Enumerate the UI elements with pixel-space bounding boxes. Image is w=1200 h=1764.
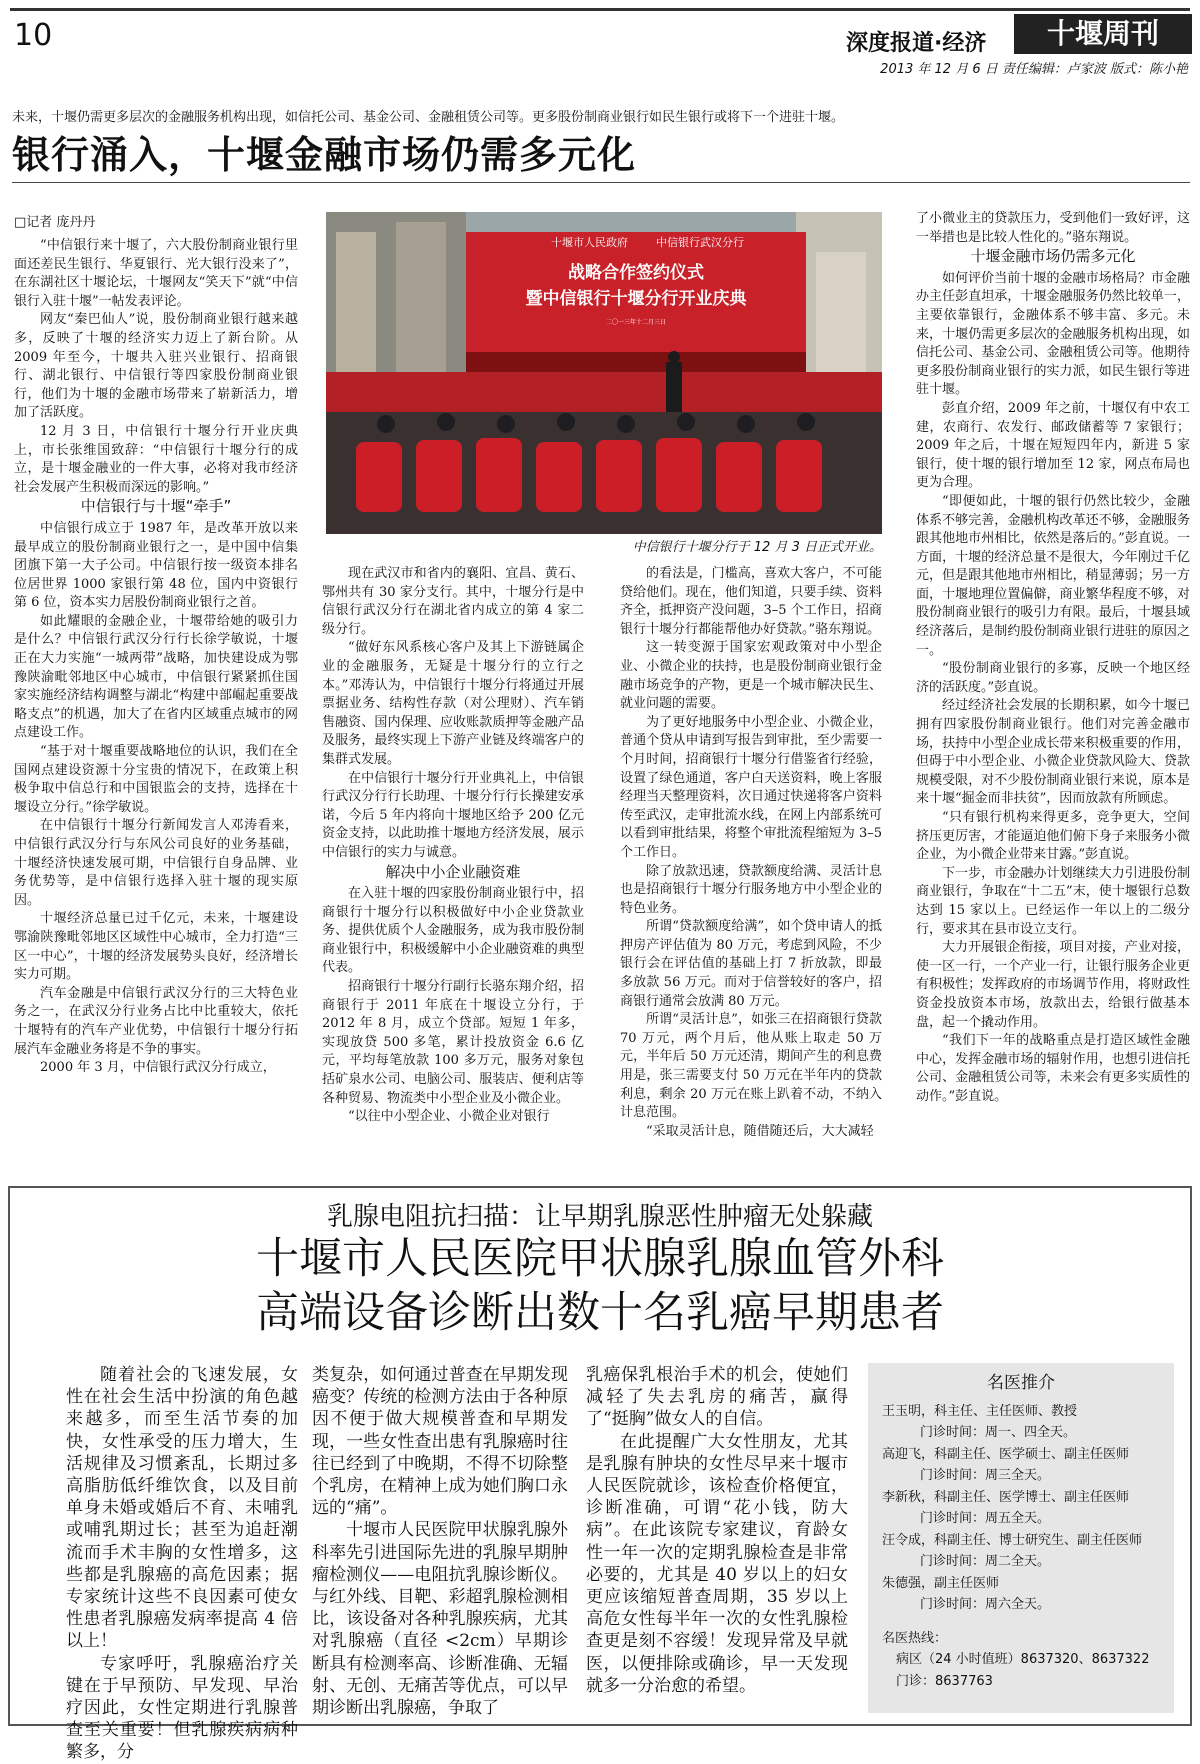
paragraph: 大力开展银企衔接，项目对接，产业对接，使一区一行，一个产业一行，让银行服务企业更有积极性；发挥政府的市场调节作用，将财政性资金投放资本市场，放款出去，给银行做基本盘，起一个撬动作用。 — [916, 940, 1190, 1030]
paragraph: 招商银行十堰分行副行长骆东翔介绍，招商银行于 2011 年底在十堰设立分行，于 2012 年 8 月，成立个贷部。短短 1 年多，实现放贷 500 多笔，累计投放资金 6.6 亿元，平均每笔放款 100 多万元，服务对象包括矿泉水公司、电脑公司、服装店、便利店等各种贸易、物流类中小型企业及小微企业。 — [322, 979, 584, 1106]
paragraph: “采取灵活计息，随借随还后，大大减轻 — [646, 1123, 874, 1139]
paragraph: 了小微业主的贷款压力，受到他们一致好评，这一举措也是比较人性化的。”骆东翔说。 — [916, 211, 1190, 245]
paragraph: 12 月 3 日，中信银行十堰分行开业庆典上，市长张维国致辞：“中信银行十堰分行的成立，是十堰金融业的一件大事，必将对我市经济社会发展产生积极而深远的影响。” — [14, 423, 298, 495]
paragraph: 如何评价当前十堰的金融市场格局？市金融办主任彭直坦承，十堰金融服务仍然比较单一，主要依靠银行，金融体系不够丰富、多元。未来，十堰仍需更多层次的金融服务机构出现，如信托公司、基金公司、金融租赁公司等。他期待更多股份制商业银行的实力派，如民生银行等进驻十堰。 — [916, 270, 1190, 398]
paragraph: 网友“秦巴仙人”说，股份制商业银行越来越多，反映了十堰的经济实力迈上了新台阶。从 2009 年至今，十堰共入驻兴业银行、招商银行、湖北银行、中信银行等四家股份制商业银行，他们为十堰的金融市场带来了崭新活力，增加了活跃度。 — [14, 312, 298, 421]
paragraph: “中信银行来十堰了，六大股份制商业银行里面还差民生银行、华夏银行、光大银行没来了”，在东湖社区十堰论坛，十堰网友“笑天下”就“中信银行入驻十堰”一帖发表评论。 — [14, 238, 298, 309]
paragraph: “以往中小型企业、小微企业对银行 — [348, 1109, 550, 1125]
paragraph: 十堰市人民医院甲状腺乳腺外科率先引进国际先进的乳腺早期肿瘤检测仪——电阻抗乳腺诊断仪。与红外线、目靶、彩超乳腺检测相比，该设备对各种乳腺疾病，尤其对乳腺癌（直径 <2cm）早期诊断具有检测率高、诊断准确、无辐射、无创、无痛苦等优点，可以早期诊断出乳腺癌，争取了 — [312, 1520, 568, 1719]
paragraph: 2000 年 3 月，中信银行武汉分行成立， — [40, 1060, 276, 1076]
paragraph: 的看法是，门槛高，喜欢大客户，不可能贷给他们。现在，他们知道，只要手续、资料齐全，抵押资产没问题，3–5 个工作日，招商银行十堰分行都能帮他办好贷款。”骆东翔说。 — [620, 566, 882, 637]
banner-left-text: 十堰市人民政府 — [551, 236, 628, 249]
ad-column-1 — [66, 1364, 298, 1764]
page-number: 10 — [14, 18, 53, 53]
paragraph: 所谓“灵活计息”，如张三在招商银行贷款 70 万元，两个月后，他从账上取走 50 万元，半年后 50 万元还清，期间产生的利息费用是，张三需要支付 50 万元在半年内的贷款利息，剩余 20 万元在账上趴着不动，不纳入计息范围。 — [620, 1012, 882, 1121]
top-rule — [10, 8, 1190, 11]
doctor-entry — [882, 1487, 1160, 1530]
paragraph: 现在武汉市和省内的襄阳、宜昌、黄石、鄂州共有 30 家分支行。其中，十堰分行是中信银行武汉分行在湖北省内成立的第 4 家二级分行。 — [322, 566, 584, 637]
paragraph: 在中信银行十堰分行开业典礼上，中信银行武汉分行行长助理、十堰分行行长操建安承诺，今后 5 年内将向十堰地区给予 200 亿元资金支持，以此助推十堰地方经济发展，展示中信银行的实力与诚意。 — [322, 770, 584, 860]
article-kicker: 未来，十堰仍需更多层次的金融服务机构出现，如信托公司、基金公司、金融租赁公司等。更多股份制商业银行如民生银行或将下一个进驻十堰。 — [12, 110, 845, 125]
paragraph: 所谓“贷款额度给满”，如个贷申请人的抵押房产评估值为 80 万元，考虑到风险，不少银行会在评估值的基础上打 7 折放款，即最多放款 56 万元。而对于信誉较好的客户，招商银行通常会放满 80 万元。 — [620, 919, 882, 1009]
paragraph: 专家呼吁，乳腺癌治疗关键在于早预防、早发现、早治疗因此，女性定期进行乳腺普查至关重要！但乳腺疾病病种繁多，分 — [66, 1653, 298, 1763]
paragraph: 中信银行成立于 1987 年，是改革开放以来最早成立的股份制商业银行之一，是中国中信集团旗下第一大子公司。中信银行按一级资本排名位居世界 1000 家银行第 48 位，国内中资银行第 6 位，资本实力居股份制商业银行之首。 — [14, 520, 298, 611]
hotline-clinic: 门诊：8637763 — [896, 1673, 993, 1689]
doctor-entry — [882, 1573, 1160, 1616]
ad-column-2 — [312, 1364, 568, 1719]
doctor-name: 李新秋，科副主任、医学博士、副主任医师 — [882, 1489, 1130, 1505]
ad-column-3 — [586, 1364, 848, 1697]
hotline-ward: 病区（24 小时值班）8637320、8637322 — [896, 1652, 1150, 1667]
paragraph: 随着社会的飞速发展，女性在社会生活中扮演的角色越来越多，而至生活节奏的加快，女性承受的压力增大，生活规律及习惯紊乱，长期过多高脂肪低纤维饮食，以及目前单身未婚或婚后不育、未哺乳或哺乳期过长；甚至为追赶潮流而手术丰胸的女性增多，这些都是乳腺癌的高危因素；据专家统计这些不良因素可使女性患者乳腺癌发病率提高 4 倍以上！ — [66, 1365, 298, 1652]
banner-line-2: 暨中信银行十堰分行开业庆典 — [525, 289, 747, 309]
article-column-2 — [322, 565, 584, 1127]
subheading: 中信银行与十堰“牵手” — [80, 497, 232, 516]
banner-line-1: 战略合作签约仪式 — [568, 263, 704, 283]
banner-right-text: 中信银行武汉分行 — [656, 236, 744, 249]
doctor-hours: 门诊时间：周一、四全天。 — [920, 1425, 1077, 1440]
doctor-name: 汪令成，科副主任、博士研究生、副主任医师 — [882, 1532, 1143, 1548]
doctor-hours: 门诊时间：周三全天。 — [920, 1468, 1051, 1483]
doctor-name: 朱德强，副主任医师 — [882, 1575, 1000, 1591]
article-column-1 — [14, 237, 298, 1078]
article-column-4 — [916, 210, 1190, 1107]
paragraph: 除了放款迅速，贷款额度给满、灵活计息也是招商银行十堰分行服务地方中小型企业的特色业务。 — [620, 863, 882, 916]
ad-subtitle: 乳腺电阻抗扫描：让早期乳腺恶性肿瘤无处躲藏 — [326, 1202, 873, 1232]
paragraph: 下一步，市金融办计划继续大力引进股份制商业银行，争取在“十二五”末，使十堰银行总数达到 15 家以上。已经运作一年以上的二级分行，要求其在县市设立支行。 — [916, 865, 1190, 937]
masthead: 十堰周刊 — [1014, 14, 1192, 54]
paragraph: 十堰经济总量已过千亿元，未来，十堰建设鄂渝陕豫毗邻地区区域性中心城市，全力打造“三区一中心”，十堰的经济发展势头良好，经济增长实力可期。 — [14, 911, 298, 983]
paragraph: 乳癌保乳根治手术的机会，使她们减轻了失去乳房的痛苦，赢得了“挺胸”做女人的自信。 — [586, 1365, 848, 1430]
paragraph: 在入驻十堰的四家股份制商业银行中，招商银行十堰分行以积极做好中小企业贷款业务、提供优质个人金融服务，成为我市股份制商业银行中，积极缓解中小企业融资难的典型代表。 — [322, 886, 584, 976]
ad-title-line-1: 十堰市人民医院甲状腺乳腺血管外科 — [256, 1234, 944, 1284]
ad-title-line-2: 高端设备诊断出数十名乳癌早期患者 — [256, 1288, 944, 1338]
doctor-box-title: 名医推介 — [987, 1373, 1055, 1393]
doctor-hours: 门诊时间：周二全天。 — [920, 1554, 1051, 1569]
event-photo — [326, 212, 882, 534]
divider — [12, 182, 1190, 183]
article-headline: 银行涌入，十堰金融市场仍需多元化 — [12, 133, 637, 177]
paragraph: 在此提醒广大女性朋友，尤其是乳腺有肿块的女性尽早来十堰市人民医院就诊，该检查价格便宜，诊断准确，可谓“花小钱，防大病”。在此该院专家建议，育龄女性一年一次的定期乳腺检查是非常必要的，尤其是 40 岁以上的妇女更应该缩短普查周期，35 岁以上高危女性每半年一次的女性乳腺检查更是刻不容缓！发现异常及早就医，以便排除或确诊，早一天发现就多一分治愈的希望。 — [586, 1431, 848, 1696]
paragraph: “我们下一年的战略重点是打造区域性金融中心，发挥金融市场的辐射作用，也想引进信托公司、金融租赁公司等，未来会有更多实质性的动作。”彭直说。 — [916, 1033, 1190, 1104]
paragraph: 这一转变源于国家宏观政策对中小型企业、小微企业的扶持，也是股份制商业银行金融市场竞争的产物，更是一个城市解决民生、就业问题的需要。 — [620, 640, 882, 712]
hospital-advertorial — [8, 1186, 1192, 1763]
doctor-name: 高迎飞，科副主任、医学硕士、副主任医师 — [882, 1446, 1130, 1462]
doctor-hours: 门诊时间：周六全天。 — [920, 1597, 1051, 1612]
ad-title — [10, 1232, 1190, 1340]
paragraph: 类复杂，如何通过普查在早期发现癌变？传统的检测方法由于各种原因不便于做大规模普查和早期发现，一些女性查出患有乳腺癌时往往已经到了中晚期，不得不切除整个乳房，在精神上成为她们胸口永远的“痛”。 — [312, 1365, 568, 1519]
doctor-entry — [882, 1530, 1160, 1573]
doctor-recommendation-box — [868, 1363, 1174, 1713]
hotline-label: 名医热线： — [882, 1630, 948, 1646]
photo-caption: 中信银行十堰分行于 12 月 3 日正式开业。 — [632, 540, 882, 555]
editor-meta: 2013 年 12 月 6 日 责任编辑：卢家波 版式：陈小艳 — [880, 62, 1188, 77]
paragraph: “股份制商业银行的多寡，反映一个地区经济的活跃度。”彭直说。 — [916, 661, 1190, 695]
doctor-name: 王玉明，科主任、主任医师、教授 — [882, 1403, 1078, 1419]
paragraph: 为了更好地服务中小型企业、小微企业，普通个贷从申请到写报告到审批，至少需要一个月时间，招商银行十堰分行借鉴省行经验，设置了绿色通道，客户白天送资料，晚上客服经理当天整理资料，次日通过快递将客户资料传至武汉，走审批流水线，在网上内部系统可以看到审批结果，将整个审批流程缩短为 3–5 个工作日。 — [620, 714, 882, 860]
paragraph: 汽车金融是中信银行武汉分行的三大特色业务之一，在武汉分行业务占比中比重较大，依托十堰特有的汽车产业优势，中信银行十堰分行拓展汽车金融业务将是不争的事实。 — [14, 985, 298, 1057]
article-column-3 — [620, 565, 882, 1141]
paragraph: “基于对十堰重要战略地位的认识，我们在全国网点建设资源十分宝贵的情况下，在政策上积极争取中信总行和中国银监会的支持，选择在十堰设立分行。”徐学敏说。 — [14, 744, 298, 815]
banner-date: 二〇一三年十二月三日 — [605, 319, 667, 326]
paragraph: “即便如此，十堰的银行仍然比较少，金融体系不够完善，金融机构改革还不够，金融服务跟其他地市州相比，依然是落后的。”彭直说。一方面，十堰的经济总量不是很大，今年刚过千亿元，但是跟其他地市州相比，稍显薄弱；另一方面，十堰地理位置偏僻，商业繁华程度不够，对股份制商业银行的吸引力有限。最后，十堰县域经济落后，是制约股份制商业银行进驻的原因之一。 — [916, 493, 1190, 658]
paragraph: 如此耀眼的金融企业，十堰带给她的吸引力是什么？中信银行武汉分行行长徐学敏说，十堰正在大力实施“一城两带”战略，加快建设成为鄂豫陕渝毗邻地区中心城市，中信银行紧紧抓住国家实施经济结构调整与湖北“构建中部崛起重要战略支点”的机遇，加大了在省内区域重点城市的网点建设工作。 — [14, 613, 298, 741]
subheading: 解决中小企业融资难 — [385, 862, 521, 881]
subheading: 十堰金融市场仍需多元化 — [970, 247, 1136, 266]
byline: □记者 庞丹丹 — [14, 215, 96, 230]
paragraph: 彭直介绍，2009 年之前，十堰仅有中农工建，农商行、农发行、邮政储蓄等 7 家银行；2009 年之后，十堰在短短四年内，新进 5 家银行，使十堰的银行增加至 12 家，网点布局也更为合理。 — [916, 400, 1190, 491]
doctor-entry — [882, 1401, 1160, 1444]
paragraph: 经过经济社会发展的长期积累，如今十堰已拥有四家股份制商业银行。他们对完善金融市场，扶持中小型企业成长带来积极重要的作用，但碍于中小型企业、小微企业贷款风险大、贷款规模受限，对不少股份制商业银行来说，原本是来十堰“掘金而非扶贫”，因而放款有所顾虑。 — [916, 698, 1190, 807]
doctor-hours: 门诊时间：周五全天。 — [920, 1511, 1051, 1526]
section-title: 深度报道·经济 — [846, 31, 987, 56]
paragraph: “做好东风系核心客户及其上下游链属企业的金融服务，无疑是十堰分行的立行之本。”邓涛认为，中信银行十堰分行将通过开展票据业务、结构性存款（对公理财）、汽车销售融资、国内保理、应收账款质押等金融产品及服务，最终实现上下游产业链及终端客户的集群式发展。 — [322, 640, 584, 767]
paragraph: 在中信银行十堰分行新闻发言人邓涛看来，中信银行武汉分行与东风公司良好的业务基础，十堰经济快速发展可期，中信银行自身品牌、业务优势等，是中信银行选择入驻十堰的现实原因。 — [14, 818, 298, 908]
paragraph: “只有银行机构来得更多，竞争更大，空间挤压更厉害，才能逼迫他们俯下身子来服务小微企业，为小微企业带来甘露。”彭直说。 — [916, 810, 1190, 863]
doctor-entry — [882, 1444, 1160, 1487]
